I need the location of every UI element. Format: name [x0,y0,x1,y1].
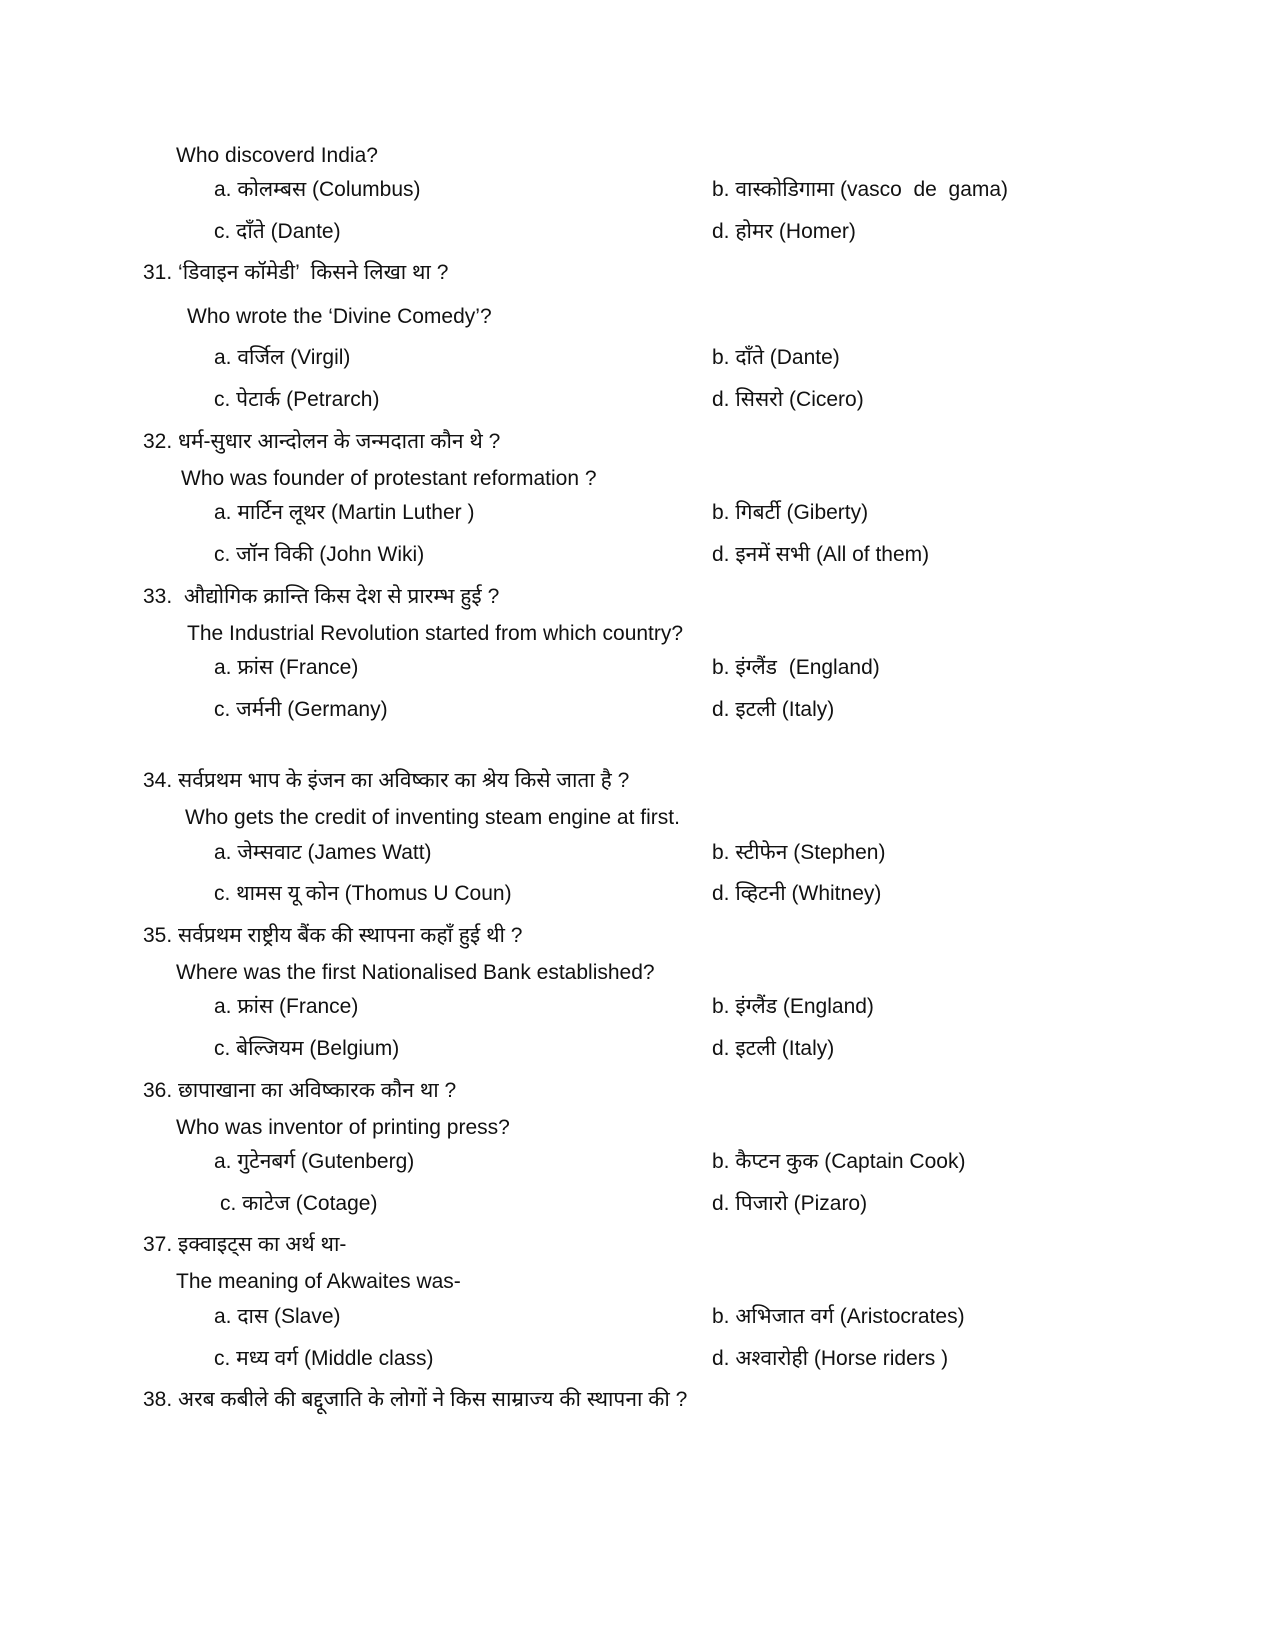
q30-option-a: a. कोलम्बस (Columbus) [214,178,421,201]
q35-hindi: 35. सर्वप्रथम राष्ट्रीय बैंक की स्थापना कहाँ हुई थी ? [143,924,523,947]
q32-option-d: d. इनमें सभी (All of them) [712,543,930,566]
q36-option-b: b. कैप्टन कुक (Captain Cook) [712,1150,966,1173]
q37-option-b: b. अभिजात वर्ग (Aristocrates) [712,1305,965,1328]
q37-option-c: c. मध्य वर्ग (Middle class) [214,1347,434,1370]
q37-hindi: 37. इक्वाइट्स का अर्थ था- [143,1233,347,1256]
q34-option-d: d. व्हिटनी (Whitney) [712,882,882,905]
q31-hindi: 31. ‘डिवाइन कॉमेडी’ किसने लिखा था ? [143,261,449,284]
q35-english: Where was the first Nationalised Bank established? [176,961,655,984]
q37-option-a: a. दास (Slave) [214,1305,341,1328]
q38-hindi: 38. अरब कबीले की बद्दूजाति के लोगों ने किस साम्राज्य की स्थापना की ? [143,1388,688,1411]
q35-option-a: a. फ्रांस (France) [214,995,359,1018]
q32-option-a: a. मार्टिन लूथर (Martin Luther ) [214,501,475,524]
q32-option-c: c. जॉन विकी (John Wiki) [214,543,425,566]
q36-option-c: c. काटेज (Cotage) [220,1192,378,1215]
q33-option-a: a. फ्रांस (France) [214,656,359,679]
q32-hindi: 32. धर्म-सुधार आन्दोलन के जन्मदाता कौन थे ? [143,430,501,453]
q34-option-a: a. जेम्सवाट (James Watt) [214,841,432,864]
q31-option-b: b. दाँते (Dante) [712,346,840,369]
q30-option-c: c. दाँते (Dante) [214,220,341,243]
q33-option-c: c. जर्मनी (Germany) [214,698,388,721]
q31-option-d: d. सिसरो (Cicero) [712,388,864,411]
q35-option-b: b. इंग्लैंड (England) [712,995,874,1018]
q34-english: Who gets the credit of inventing steam engine at first. [185,806,680,829]
q32-english: Who was founder of protestant reformation ? [181,467,597,490]
q32-option-b: b. गिबर्टी (Giberty) [712,501,869,524]
q31-option-c: c. पेटार्क (Petrarch) [214,388,380,411]
q33-hindi: 33. औद्योगिक क्रान्ति किस देश से प्रारम्भ हुई ? [143,585,500,608]
q30-option-d: d. होमर (Homer) [712,220,856,243]
q34-hindi: 34. सर्वप्रथम भाप के इंजन का अविष्कार का श्रेय किसे जाता है ? [143,769,630,792]
q37-english: The meaning of Akwaites was- [176,1270,461,1293]
q35-option-c: c. बेल्जियम (Belgium) [214,1037,400,1060]
q34-option-b: b. स्टीफेन (Stephen) [712,841,886,864]
q36-english: Who was inventor of printing press? [176,1116,510,1139]
q36-option-d: d. पिजारो (Pizaro) [712,1192,868,1215]
q37-option-d: d. अश्वारोही (Horse riders ) [712,1347,949,1370]
q35-option-d: d. इटली (Italy) [712,1037,835,1060]
q36-hindi: 36. छापाखाना का अविष्कारक कौन था ? [143,1079,457,1102]
q36-option-a: a. गुटेनबर्ग (Gutenberg) [214,1150,415,1173]
q30-english: Who discoverd India? [176,144,378,167]
q34-option-c: c. थामस यू कोन (Thomus U Coun) [214,882,512,905]
q31-option-a: a. वर्जिल (Virgil) [214,346,351,369]
q33-option-d: d. इटली (Italy) [712,698,835,721]
q31-english: Who wrote the ‘Divine Comedy’? [187,305,492,328]
q30-option-b: b. वास्कोडिगामा (vasco de gama) [712,178,1009,201]
q33-english: The Industrial Revolution started from which country? [187,622,684,645]
q33-option-b: b. इंग्लैंड (England) [712,656,880,679]
